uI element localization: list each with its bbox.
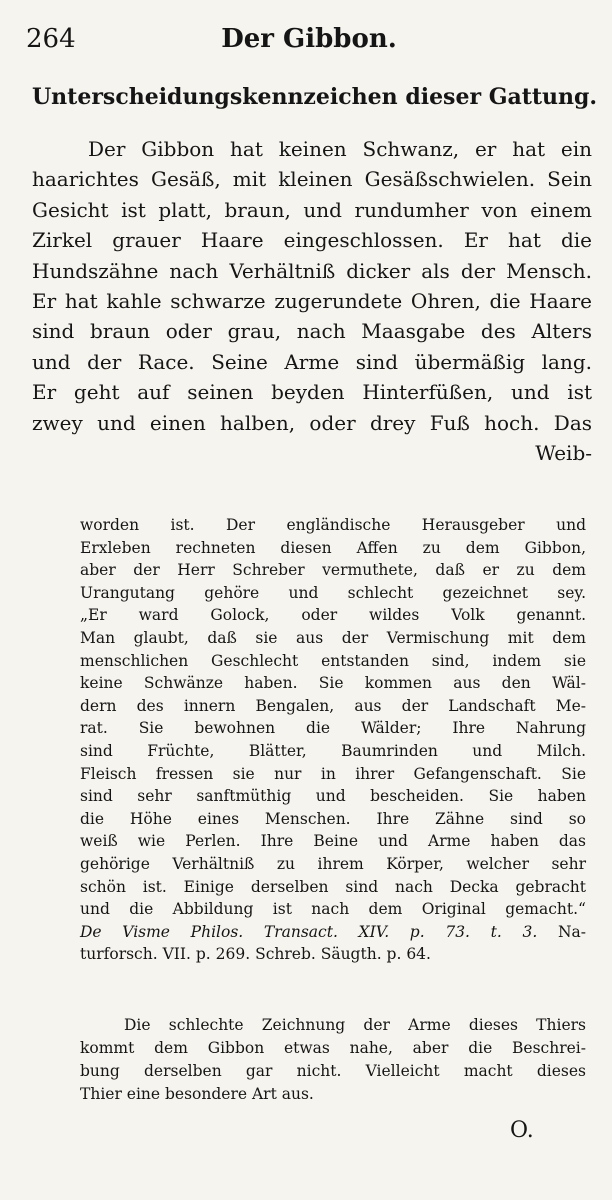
signature-mark: O.: [510, 1118, 534, 1143]
footnote-line: dern des innern Bengalen, aus der Landschaft Me-: [80, 696, 586, 715]
footnote-line: sind Früchte, Blätter, Baumrinden und Milch.: [80, 741, 586, 760]
footnote-line: Thier eine besondere Art aus.: [80, 1085, 314, 1103]
footnote-line: gehörige Verhältniß zu ihrem Körper, welcher sehr: [80, 854, 586, 873]
text-line: Er hat kahle schwarze zugerundete Ohren, die Haare: [32, 288, 592, 313]
footnote-line: sind sehr sanftmüthig und bescheiden. Sie haben: [80, 787, 586, 806]
text-line: und der Race. Seine Arme sind übermäßig lang.: [32, 349, 592, 374]
footnote-line: Fleisch fressen sie nur in ihrer Gefangenschaft. Sie: [80, 764, 586, 783]
footnote-line: rat. Sie bewohnen die Wälder; Ihre Nahrung: [80, 719, 586, 738]
citation-line: turforsch. VII. p. 269. Schreb. Säugth. p. 64.: [80, 945, 431, 964]
citation-line: [80, 921, 586, 944]
footnote-line: die Höhe eines Menschen. Ihre Zähne sind so: [80, 809, 586, 828]
text-line: Zirkel grauer Haare eingeschlossen. Er hat die: [32, 228, 592, 253]
footnote-line: worden ist. Der engländische Herausgeber und: [80, 516, 586, 534]
section-heading: Unterscheidungskennzeichen dieser Gattung.: [32, 84, 598, 110]
text-line: sind braun oder grau, nach Maasgabe des Alters: [32, 319, 592, 344]
footnote-line: menschlichen Geschlecht entstanden sind, indem sie: [80, 651, 586, 670]
footnote-line: Urangutang gehöre und schlecht gezeichnet sey.: [80, 583, 586, 602]
footnote-line: und die Abbildung ist nach dem Original gemacht.“: [80, 900, 586, 919]
citation-continuation: Na-: [537, 922, 586, 941]
page-header: [26, 24, 592, 58]
footnote-block: [80, 514, 586, 966]
footnote-line: Man glaubt, daß sie aus der Vermischung mit dem: [80, 628, 586, 647]
text-line: Er geht auf seinen beyden Hinterfüßen, und ist: [32, 380, 592, 405]
text-line: Der Gibbon hat keinen Schwanz, er hat ein: [88, 137, 592, 161]
footnote-line: kommt dem Gibbon etwas nahe, aber die Beschrei-: [80, 1039, 586, 1057]
text-line: haarichtes Gesäß, mit kleinen Gesäßschwielen. Sein: [32, 167, 592, 192]
second-footnote-block: [80, 1014, 586, 1106]
footnote-line: Die schlechte Zeichnung der Arme dieses Thiers: [124, 1016, 586, 1034]
text-line: zwey und einen halben, oder drey Fuß hoch. Das: [32, 410, 592, 435]
text-line: Gesicht ist platt, braun, und rundumher von einem: [32, 197, 592, 222]
running-head: Der Gibbon.: [221, 24, 397, 54]
footnote-line: „Er ward Golock, oder wildes Volk genannt.: [80, 606, 586, 625]
main-paragraph: [32, 134, 592, 468]
text-line: Hundszähne nach Verhältniß dicker als der Mensch.: [32, 258, 592, 283]
footnote-line: aber der Herr Schreber vermuthete, daß er zu dem: [80, 561, 586, 580]
catchword: Weib-: [535, 440, 592, 465]
citation-source: De Visme Philos. Transact. XIV. p. 73. t. 3.: [80, 922, 538, 941]
footnote-line: Erxleben rechneten diesen Affen zu dem Gibbon,: [80, 538, 586, 557]
footnote-line: weiß wie Perlen. Ihre Beine und Arme haben das: [80, 832, 586, 851]
footnote-line: keine Schwänze haben. Sie kommen aus den Wäl-: [80, 674, 586, 693]
page-number: 264: [26, 24, 76, 54]
footnote-line: schön ist. Einige derselben sind nach Decka gebracht: [80, 877, 586, 896]
footnote-line: bung derselben gar nicht. Vielleicht macht dieses: [80, 1062, 586, 1080]
